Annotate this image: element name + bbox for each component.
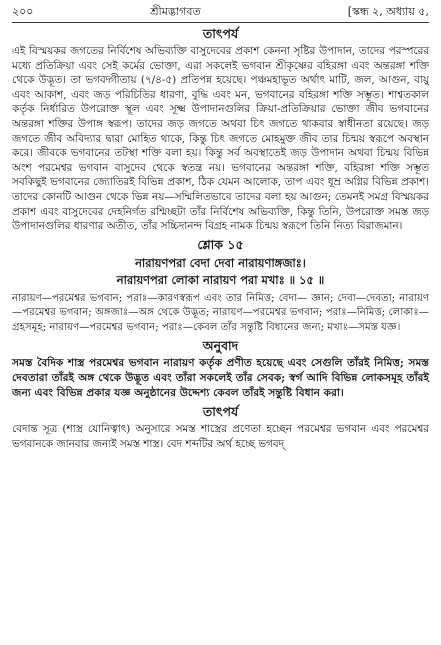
book-title: শ্রীমদ্ভাগবত (150, 5, 201, 18)
synonyms-paragraph: নারায়ণ—পরমেশ্বর ভগবান; পরাঃ—কারণস্বরূপ এবং তার নিমিত্ত; বেদা— জ্ঞান; দেবা—দেবতা; নারায়ণ—পরমেশ্বর ভগবান; অঙ্গজাঃ—অঙ্গ থেকে উদ্ভূত; নারায়ণ—পরমেশ্বর ভগবান; পরাঃ—নিমিত্ত; লোকাঃ—গ্রহসমূহ; নারায়ণ—পরমেশ্বর ভগবান; পরাঃ—কেবল তাঁর সন্তুষ্টি বিধানের জন্য; মখাঃ—সমস্ত যজ্ঞ। (12, 292, 429, 333)
verse-heading: শ্লোক ১৫ (197, 236, 244, 252)
purport-heading: তাৎপর্য (202, 403, 239, 419)
purport-paragraph: বেদান্ত সূত্র (শাস্ত্র যোনিত্বাৎ) অনুসারে সমস্ত শাস্ত্রের প্রণেতা হচ্ছেন পরমেশ্বর ভগবান এবং পরমেশ্বর ভগবানকে জানবার জন্যই সমস্ত শাস্ত্র। বেদ শব্দটির অর্থ হচ্ছে ভগবদ্ (12, 422, 429, 450)
translation-heading: অনুবাদ (202, 337, 239, 353)
verse-line: নারায়ণপরা লোকা নারায়ণ পরা মখাঃ ॥ ১৫ ॥ (116, 272, 325, 287)
page-number: ২০০ (12, 5, 34, 18)
page-header (12, 4, 429, 23)
translation-paragraph: সমস্ত বৈদিক শাস্ত্র পরমেশ্বর ভগবান নারায়ণ কর্তৃক প্রণীত হয়েছে এবং সেগুলি তাঁরই নিমিত্ত; সমস্ত দেবতারা তাঁরই অঙ্গ থেকে উদ্ভূত এবং তাঁরা সকলেই তাঁর সেবক; স্বর্গ আদি বিভিন্ন লোকসমূহ তাঁরই জন্য এবং বিভিন্ন প্রকার যজ্ঞ অনুষ্ঠানের উদ্দেশ্য কেবল তাঁরই সন্তুষ্টি বিধান করা। (12, 356, 429, 399)
chapter-reference: [স্কন্ধ ২, অধ্যায় ৫, (347, 5, 429, 18)
purport-heading: তাৎপর্য (202, 26, 239, 41)
purport-paragraph: এই বিস্ময়কর জগতের নির্বিশেষ অভিব্যক্তি বাসুদেবের প্রকাশ কেননা সৃষ্টির উপাদান, তাদের পরস্পরের মধ্যে প্রতিক্রিয়া এবং সেই কর্মের ভোক্তা, এরা সকলেই ভগবান শ্রীকৃষ্ণের বহিরঙ্গা এবং অন্তরঙ্গা শক্তি থেকে উদ্ভূত। তা ভগবদ্গীতায় (৭/৪-৫) প্রতিপন্ন হয়েছে। পঞ্চমহাভূত অর্থাৎ মাটি, জল, আগুন, বায়ু এবং আকাশ, এবং জড় পরিচিতির ধারণা, বুদ্ধি এবং মন, ভগবানের বহিরঙ্গা শক্তি সম্ভূত। শাশ্বতকাল কর্তৃক নির্ধারিত উপরোক্ত স্থূল এবং সূক্ষ্ম উপাদানগুলির ক্রিয়া-প্রতিক্রিয়ার ভোক্তা জীব ভগবানের অন্তরঙ্গা শক্তির উপাঙ্গ স্বরূপ। তাদের জড় জগতে অথবা চিৎ জগতে থাকবার স্বাধীনতা রয়েছে। জড় জগতে জীব অবিদ্যার দ্বারা মোহিত থাকে, কিন্তু চিৎ জগতে মোহমুক্ত জীব তার চিন্ময় স্বরূপে অবস্থান করে। জীবকে ভগবানের তটস্থা শক্তি বলা হয়। কিন্তু সর্ব অবস্থাতেই জড় উপাদান অথবা চিন্ময় বিভিন্ন অংশ পরমেশ্বর ভগবান বাসুদেব থেকে স্বতন্ত্র নয়। ভগবানের অন্তরঙ্গা শক্তি, বহিরঙ্গা শক্তি সম্ভূত সবকিছুই ভগবানের জ্যোতিরই বিভিন্ন প্রকাশ, ঠিক যেমন আলোক, তাপ এবং ধূম্র অগ্নির বিভিন্ন প্রকাশ। তাদের কোনটি আগুন থেকে ভিন্ন নয়—সম্মিলিতভাবে তাদের বলা হয় আগুন; তেমনই সমগ্র বিস্ময়কর প্রকাশ এবং বাসুদেবের দেহনির্গত রশ্মিচ্ছটা তাঁর নির্বিশেষ অভিব্যক্তি, কিন্তু তিনি, উপরোক্ত সমস্ত জড় উপাদানগুলির ধারণার অতীত, তাঁর সচ্চিদানন্দ বিগ্রহ নামক চিন্ময় স্বরূপে তিনি নিত্য বিরাজমান। (12, 45, 429, 233)
verse-line: নারায়ণপরা বেদা দেবা নারায়ণাঙ্গজাঃ। (135, 255, 306, 270)
